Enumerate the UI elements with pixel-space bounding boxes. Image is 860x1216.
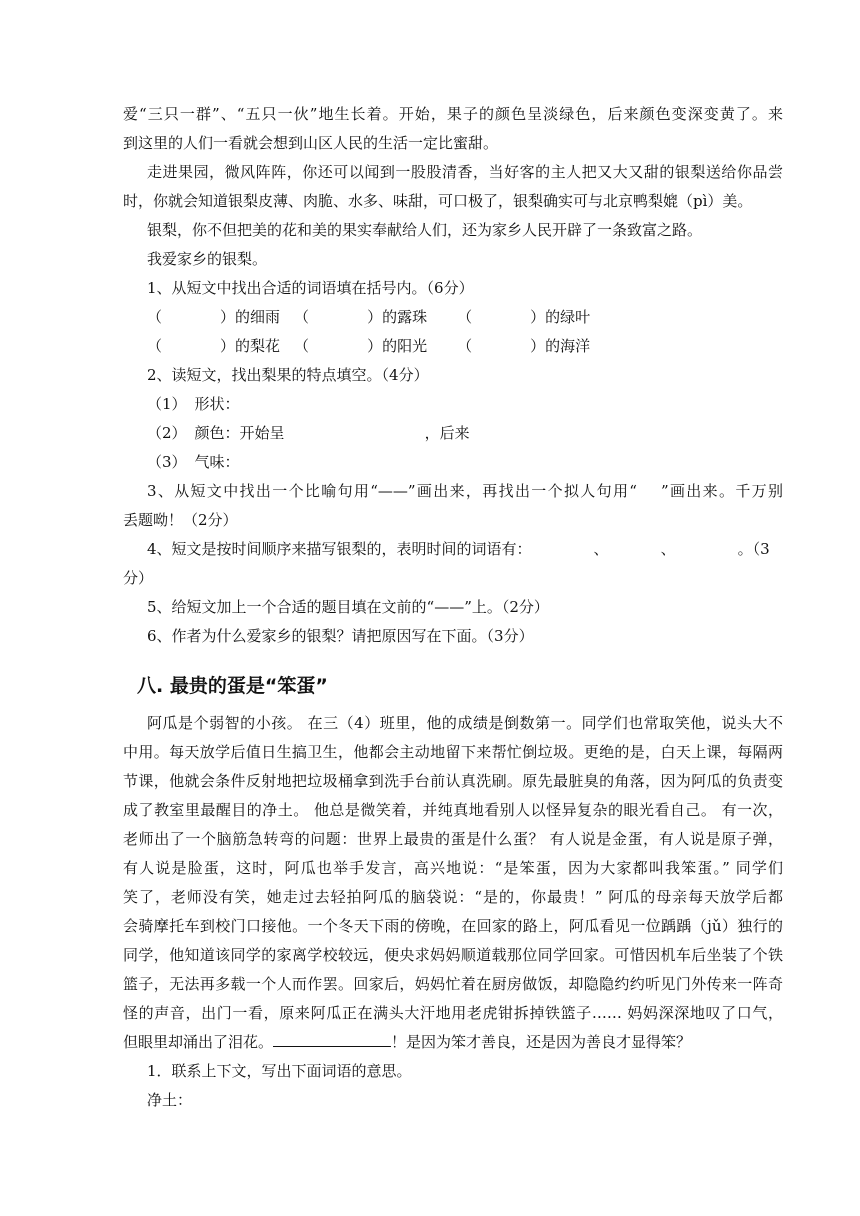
fill-blank[interactable]: （ ） bbox=[457, 308, 546, 326]
passage-line: 老师出了一个脑筋急转弯的问题：世界上最贵的蛋是什么蛋？ 有人说是金蛋，有人说是原子弹， bbox=[123, 830, 783, 848]
question-5: 5、给短文加上一个合适的题目填在文前的“——”上。（2分） bbox=[147, 598, 549, 616]
question-3-cont: 丢题呦！（2分） bbox=[123, 511, 238, 529]
passage-line: 但眼里却涌出了泪花。 ！是因为笨才善良，还是因为善良才显得笨？ bbox=[123, 1033, 692, 1051]
question-1-blanks-row-1 bbox=[123, 303, 783, 332]
fill-blank[interactable]: （ ） bbox=[147, 337, 236, 355]
blank-label: 的阳光 bbox=[382, 337, 428, 355]
passage-line: 会骑摩托车到校门口接他。一个冬天下雨的傍晚，在回家的路上，阿瓜看见一位踽踽（jǔ）独行的 bbox=[123, 917, 783, 935]
document-page bbox=[123, 100, 783, 1115]
passage-line: 节课，他就会条件反射地把垃圾桶拿到洗手台前认真洗刷。原先最脏臭的角落，因为阿瓜的负责变 bbox=[123, 772, 783, 790]
passage-line: 阿瓜是个弱智的小孩。 在三（4）班里，他的成绩是倒数第一。同学们也常取笑他，说头大不 bbox=[147, 714, 783, 732]
passage-line: 笑了，老师没有笑，她走过去轻拍阿瓜的脑袋说：“是的，你最贵！” 阿瓜的母亲每天放学后都 bbox=[123, 888, 783, 906]
passage-line: 同学，他知道该同学的家离学校较远，便央求妈妈顺道载那位同学回家。可惜因机车后坐装了个铁 bbox=[123, 946, 783, 964]
question-1: 1、从短文中找出合适的词语填在括号内。（6分） bbox=[147, 279, 474, 297]
passage-line: 到这里的人们一看就会想到山区人民的生活一定比蜜甜。 bbox=[123, 134, 499, 152]
fill-blank[interactable]: （ ） bbox=[294, 308, 383, 326]
fill-blank[interactable]: （ ） bbox=[147, 308, 236, 326]
question-1-blanks-row-2 bbox=[123, 332, 783, 361]
question-3: 3、从短文中找出一个比喻句用“——”画出来，再找出一个拟人句用“ ”画出来。千万别 bbox=[147, 482, 783, 500]
passage-line: 银梨，你不但把美的花和美的果实奉献给人们，还为家乡人民开辟了一条致富之路。 bbox=[147, 221, 703, 239]
passage-line: 中用。每天放学后值日生搞卫生，他都会主动地留下来帮忙倒垃圾。更绝的是，白天上课，每隔两 bbox=[123, 743, 783, 761]
passage-line: 怪的声音，出门一看，原来阿瓜正在满头大汗地用老虎钳拆掉铁篮子…… 妈妈深深地叹了口气， bbox=[123, 1004, 783, 1022]
passage-line: 成了教室里最醒目的净土。 他总是微笑着，并纯真地看别人以怪异复杂的眼光看自己。 有一次， bbox=[123, 801, 783, 819]
passage-line: 篮子，无法再多载一个人而作罢。回家后，妈妈忙着在厨房做饭，却隐隐约约听见门外传来一阵奇 bbox=[123, 975, 783, 993]
blank-label: 的海洋 bbox=[545, 337, 591, 355]
section8-question-1: 1．联系上下文，写出下面词语的意思。 bbox=[147, 1062, 412, 1080]
passage-line: 走进果园，微风阵阵，你还可以闻到一股股清香，当好客的主人把又大又甜的银梨送给你品尝 bbox=[147, 163, 783, 181]
section8-question-1-word: 净土： bbox=[147, 1091, 193, 1109]
passage-line: 爱“三只一群”、“五只一伙”地生长着。开始，果子的颜色呈淡绿色，后来颜色变深变黄了。来 bbox=[123, 105, 783, 123]
blank-label: 的露珠 bbox=[382, 308, 428, 326]
fill-blank[interactable]: （ ） bbox=[457, 337, 546, 355]
question-6: 6、作者为什么爱家乡的银梨？请把原因写在下面。（3分） bbox=[147, 627, 534, 645]
passage-line: 有人说是脸蛋，这时，阿瓜也举手发言，高兴地说：“是笨蛋，因为大家都叫我笨蛋。” 同学们 bbox=[123, 859, 783, 877]
question-4-cont: 分） bbox=[123, 569, 154, 587]
fill-blank[interactable]: （ ） bbox=[294, 337, 383, 355]
answer-underline[interactable] bbox=[273, 1032, 391, 1047]
section-title: 八. 最贵的蛋是“笨蛋” bbox=[137, 675, 328, 697]
blank-label: 的细雨 bbox=[235, 308, 281, 326]
question-2-item-3: （3） 气味： bbox=[147, 453, 240, 471]
passage-line: 时，你就会知道银梨皮薄、肉脆、水多、味甜，可口极了，银梨确实可与北京鸭梨媲（pì）美。 bbox=[123, 192, 753, 210]
blank-label: 的梨花 bbox=[235, 337, 281, 355]
question-2-item-2: （2） 颜色：开始呈 ，后来 bbox=[147, 424, 470, 442]
question-2: 2、读短文，找出梨果的特点填空。（4分） bbox=[147, 366, 429, 384]
question-4: 4、短文是按时间顺序来描写银梨的，表明时间的词语有： 、 、 。（3 bbox=[147, 540, 770, 558]
question-2-item-1: （1） 形状： bbox=[147, 395, 240, 413]
passage-line: 我爱家乡的银梨。 bbox=[147, 250, 268, 268]
blank-label: 的绿叶 bbox=[545, 308, 591, 326]
